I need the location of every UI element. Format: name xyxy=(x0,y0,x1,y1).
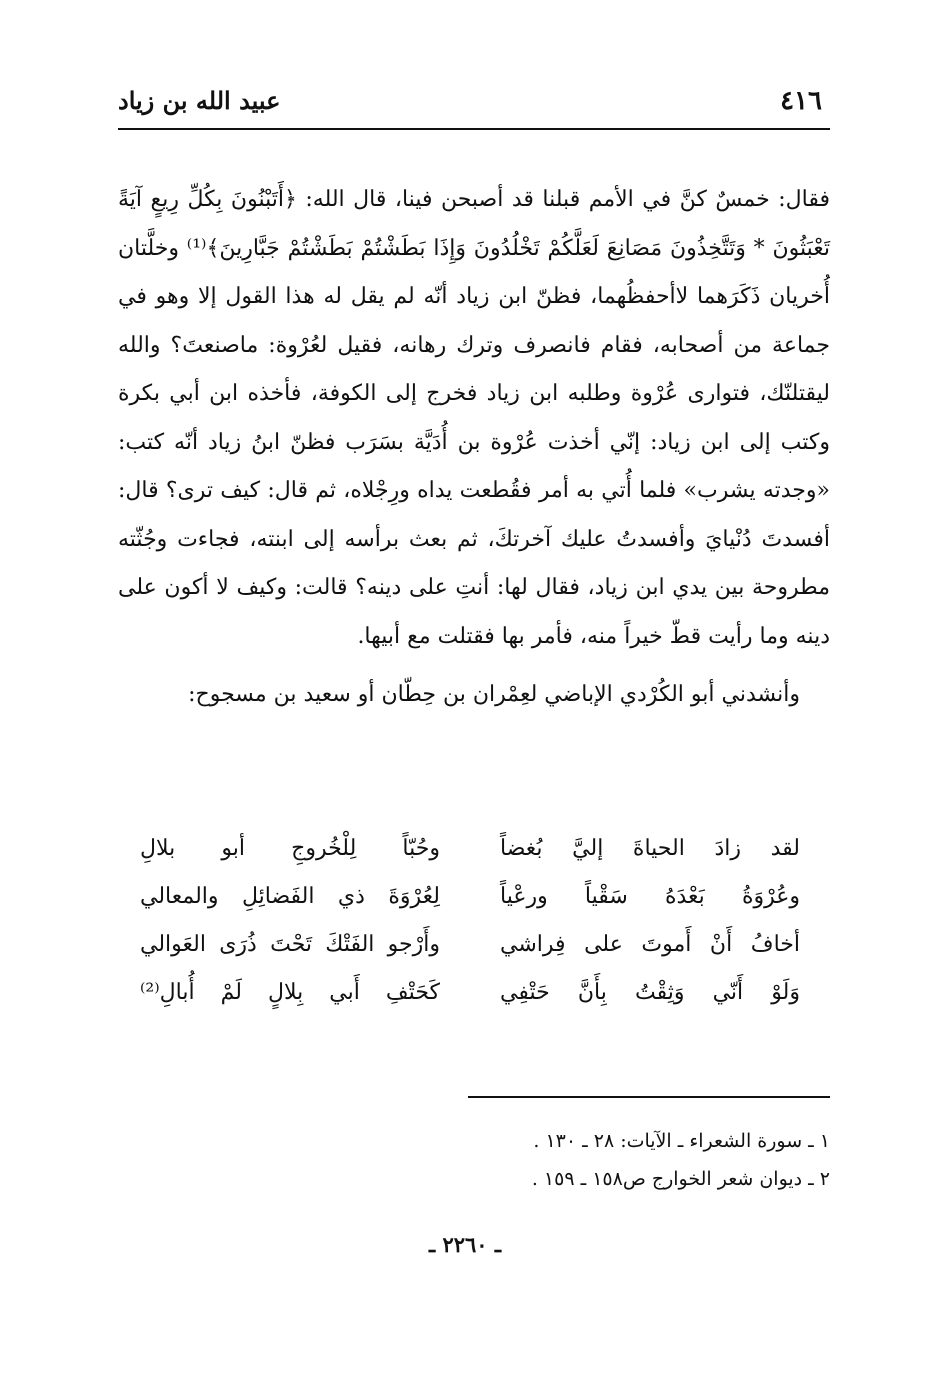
footnotes xyxy=(118,1122,830,1198)
verse-first-hemistich: لقد زادَ الحياةَ إليَّ بُغضاً xyxy=(500,836,800,861)
verse-3 xyxy=(140,926,800,974)
verse-4 xyxy=(140,974,800,1022)
paragraph-1: فقال: خمسٌ كنَّ في الأمم قبلنا قد أصبحن فينا، قال الله: ﴿أَتَبْنُونَ بِكُلِّ رِيعٍ آيَةً تَعْبَثُونَ * وَتَتَّخِذُونَ مَصَانِعَ لَعَلَّكُمْ تَخْلُدُونَ وَإِذَا بَطَشْتُمْ بَطَشْتُمْ جَبَّارِينَ﴾⁽¹⁾ وخلَّتان أُخريان ذَكَرَهما لاأحفظُهما، فظنّ ابن زياد أنّه لم يقل له هذا القول إلا وهو في جماعة من أصحابه، فقام فانصرف وترك رهانه، فقيل لعُرْوة: ماصنعتَ؟ والله ليقتلنّك، فتوارى عُرْوة وطلبه ابن زياد فخرج إلى الكوفة، فأخذه ابن أبي بكرة وكتب إلى ابن زياد: إنّي أخذت عُرْوة بن أُدَيَّة بسَرَب فظنّ ابنُ زياد أنّه كتب: «وجدته يشرب» فلما أُتي به أمر فقُطعت يداه ورِجْلاه، ثم قال: كيف ترى؟ قال: أفسدتَ دُنْيايَ وأفسدتُ عليك آخرتكَ، ثم بعث برأسه إلى ابنته، فجاءت وجُثّته مطروحة بين يدي ابن زياد، فقال لها: أنتِ على دينه؟ قالت: وكيف لا أكون على دينه وما رأيت قطّ خيراً منه، فأمر بها فقتلت مع أبيها. xyxy=(118,187,830,649)
footnote-1: ١ ـ سورة الشعراء ـ الآيات: ٢٨ ـ ١٣٠ . xyxy=(533,1130,830,1152)
folio-number: ـ ٢٢٦٠ ـ xyxy=(428,1232,502,1257)
verse-1 xyxy=(140,830,800,878)
running-title: عبيد الله بن زياد xyxy=(118,86,281,115)
page-number: ٤١٦ xyxy=(780,86,822,116)
verse-second-hemistich: وأَرْجو الفَتْكَ تَحْتَ ذُرَى العَوالي xyxy=(140,932,440,957)
verse-first-hemistich: وعُرْوَةُ بَعْدَهُ سَقْياً ورعْياً xyxy=(500,884,800,909)
verse-second-hemistich: لِعُرْوَةَ ذي الفَضائِلِ والمعالي xyxy=(140,884,440,909)
footnote-2: ٢ ـ ديوان شعر الخوارج ص١٥٨ ـ ١٥٩ . xyxy=(531,1168,830,1190)
verse-2 xyxy=(140,878,800,926)
verse-second-hemistich: كَحَتْفِ أَبي بِلالٍ لَمْ أُبالِ⁽²⁾ xyxy=(140,980,440,1005)
verse-first-hemistich: وَلَوْ أَنّي وَثِقْتُ بِأَنَّ حَتْفِي xyxy=(500,980,800,1005)
footnote-rule xyxy=(468,1096,830,1098)
verse-second-hemistich: وحُبّاً لِلْخُروجِ أبو بلالِ xyxy=(140,836,440,861)
page-header xyxy=(118,84,830,126)
verse-first-hemistich: أخافُ أَنْ أَموتَ على فِراشي xyxy=(500,932,800,957)
paragraph-2: وأنشدني أبو الكُرْدي الإباضي لعِمْران بن حِطّان أو سعيد بن مسجوح: xyxy=(188,682,800,707)
header-rule xyxy=(118,128,830,130)
poem xyxy=(140,830,800,1022)
main-text xyxy=(118,176,830,720)
